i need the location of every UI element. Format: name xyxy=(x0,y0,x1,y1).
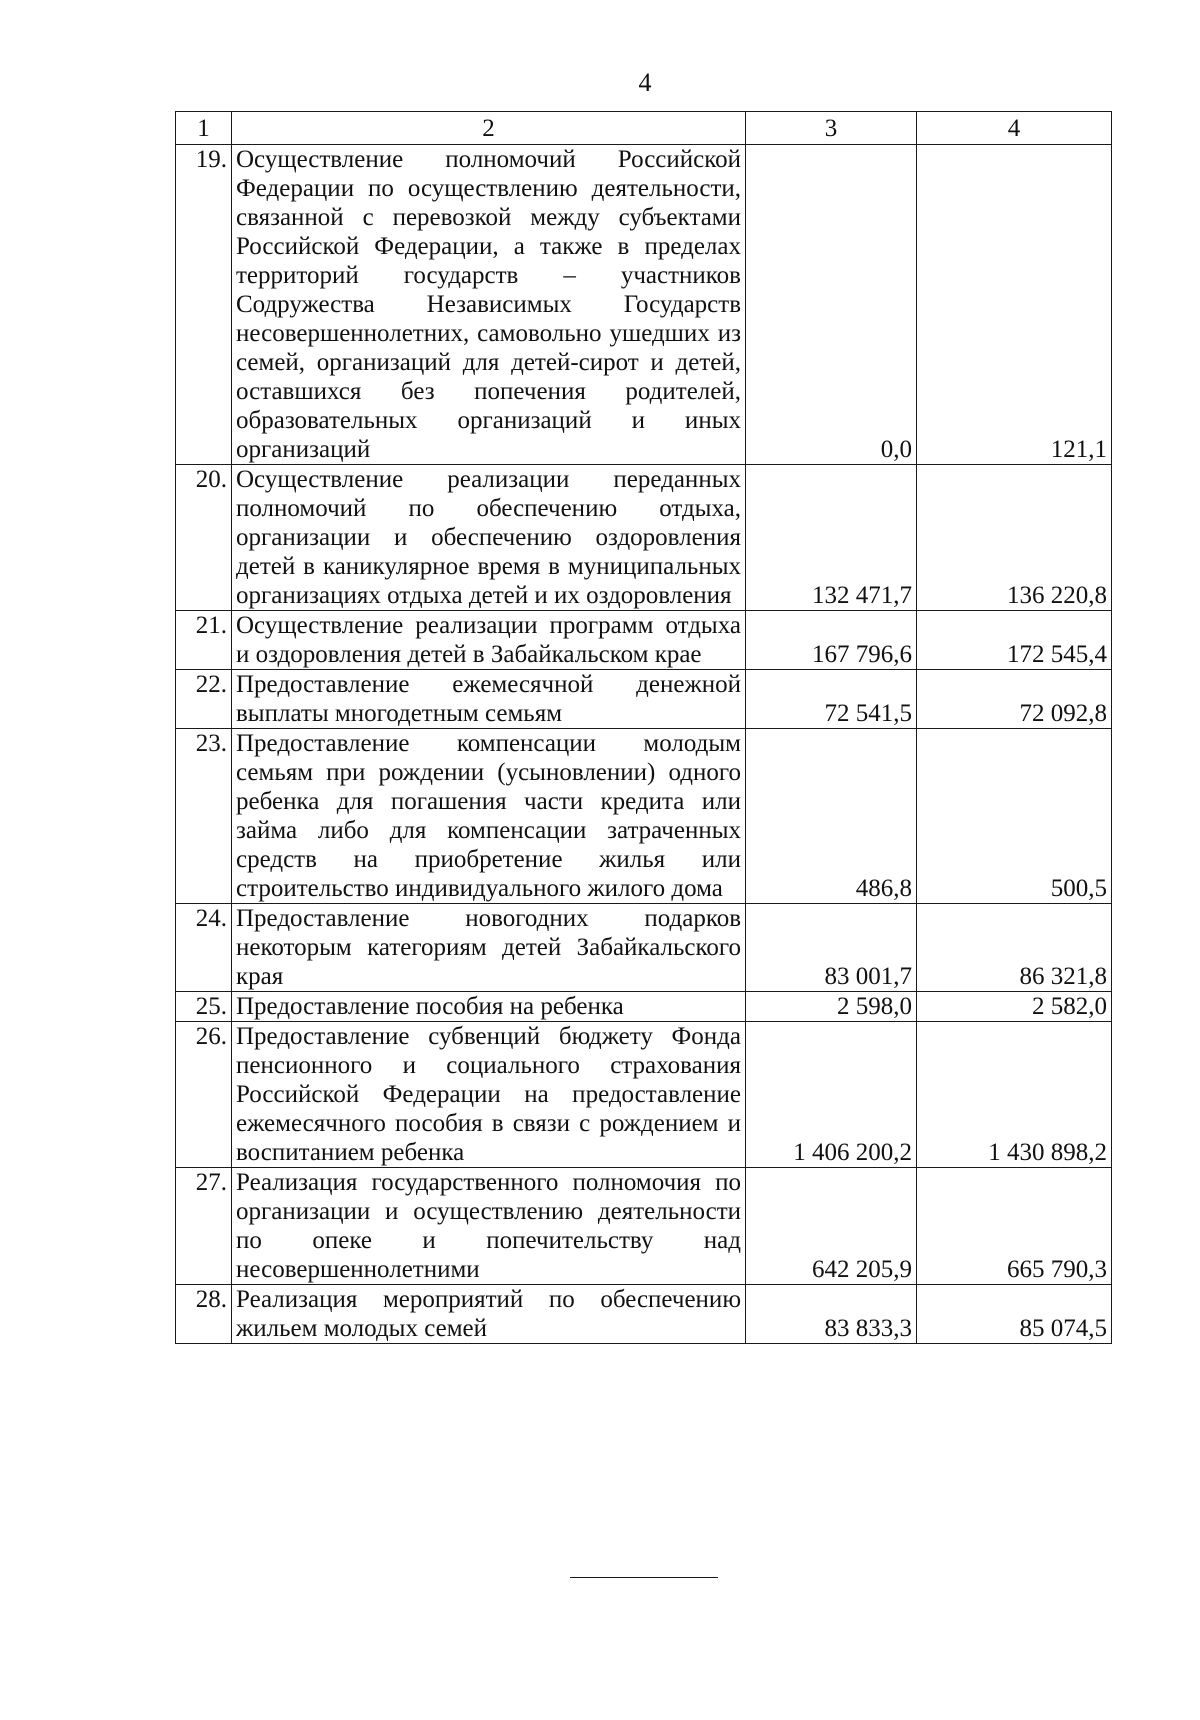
table-row xyxy=(176,992,1112,1022)
row-value-col3: 72 541,5 xyxy=(746,670,917,729)
row-description: Предоставление новогодних подарков некоторым категориям детей Забайкальского края xyxy=(232,904,746,992)
row-description: Предоставление субвенций бюджету Фонда пенсионного и социального страхования Российской Федерации на предоставление ежемесячного пособия в связи с рождением и воспитанием ребенка xyxy=(232,1022,746,1168)
row-value-col4: 665 790,3 xyxy=(917,1168,1112,1285)
row-number: 23. xyxy=(176,729,232,904)
table-row xyxy=(176,904,1112,992)
column-header-2: 2 xyxy=(232,112,746,145)
row-description: Реализация мероприятий по обеспечению жильем молодых семей xyxy=(232,1285,746,1344)
table-row xyxy=(176,729,1112,904)
table-row xyxy=(176,145,1112,465)
row-value-col4: 2 582,0 xyxy=(917,992,1112,1022)
row-number: 21. xyxy=(176,611,232,670)
table-row xyxy=(176,611,1112,670)
row-description: Предоставление компенсации молодым семьям при рождении (усыновлении) одного ребенка для погашения части кредита или займа либо для компенсации затраченных средств на приобретение жилья или строительство индивидуального жилого дома xyxy=(232,729,746,904)
table-row xyxy=(176,465,1112,611)
header-row xyxy=(176,112,1112,145)
row-value-col3: 167 796,6 xyxy=(746,611,917,670)
row-description: Осуществление полномочий Российской Федерации по осуществлению деятельности, связанной с перевозкой между субъектами Российской Федерации, а также в пределах территорий государств – участников Содружества Независимых Государств несовершеннолетних, самовольно ушедших из семей, организаций для детей-сирот и детей, оставшихся без попечения родителей, образовательных организаций и иных организаций xyxy=(232,145,746,465)
column-header-4: 4 xyxy=(917,112,1112,145)
row-value-col4: 121,1 xyxy=(917,145,1112,465)
row-value-col3: 83 833,3 xyxy=(746,1285,917,1344)
row-value-col3: 642 205,9 xyxy=(746,1168,917,1285)
row-value-col3: 132 471,7 xyxy=(746,465,917,611)
table-row xyxy=(176,1168,1112,1285)
row-description: Реализация государственного полномочия по организации и осуществлению деятельности по опеке и попечительству над несовершеннолетними xyxy=(232,1168,746,1285)
page-number: 4 xyxy=(638,68,652,97)
row-value-col4: 72 092,8 xyxy=(917,670,1112,729)
row-value-col4: 500,5 xyxy=(917,729,1112,904)
row-value-col3: 2 598,0 xyxy=(746,992,917,1022)
row-value-col4: 1 430 898,2 xyxy=(917,1022,1112,1168)
row-description: Осуществление реализации переданных полномочий по обеспечению отдыха, организации и обеспечению оздоровления детей в каникулярное время в муниципальных организациях отдыха детей и их оздоровления xyxy=(232,465,746,611)
row-number: 28. xyxy=(176,1285,232,1344)
column-header-1: 1 xyxy=(176,112,232,145)
row-description: Предоставление ежемесячной денежной выплаты многодетным семьям xyxy=(232,670,746,729)
closing-separator-line xyxy=(570,1577,718,1578)
table-header xyxy=(176,112,1112,145)
row-number: 27. xyxy=(176,1168,232,1285)
row-number: 22. xyxy=(176,670,232,729)
row-value-col4: 136 220,8 xyxy=(917,465,1112,611)
budget-table xyxy=(175,111,1112,1344)
row-value-col4: 172 545,4 xyxy=(917,611,1112,670)
row-value-col3: 486,8 xyxy=(746,729,917,904)
row-value-col3: 0,0 xyxy=(746,145,917,465)
table-row xyxy=(176,670,1112,729)
table-row xyxy=(176,1285,1112,1344)
table-row xyxy=(176,1022,1112,1168)
row-number: 19. xyxy=(176,145,232,465)
row-description: Осуществление реализации программ отдыха и оздоровления детей в Забайкальском крае xyxy=(232,611,746,670)
row-number: 25. xyxy=(176,992,232,1022)
table-body xyxy=(176,145,1112,1344)
row-value-col4: 86 321,8 xyxy=(917,904,1112,992)
row-value-col3: 83 001,7 xyxy=(746,904,917,992)
row-number: 20. xyxy=(176,465,232,611)
row-value-col3: 1 406 200,2 xyxy=(746,1022,917,1168)
row-value-col4: 85 074,5 xyxy=(917,1285,1112,1344)
row-number: 26. xyxy=(176,1022,232,1168)
row-description: Предоставление пособия на ребенка xyxy=(232,992,746,1022)
column-header-3: 3 xyxy=(746,112,917,145)
row-number: 24. xyxy=(176,904,232,992)
